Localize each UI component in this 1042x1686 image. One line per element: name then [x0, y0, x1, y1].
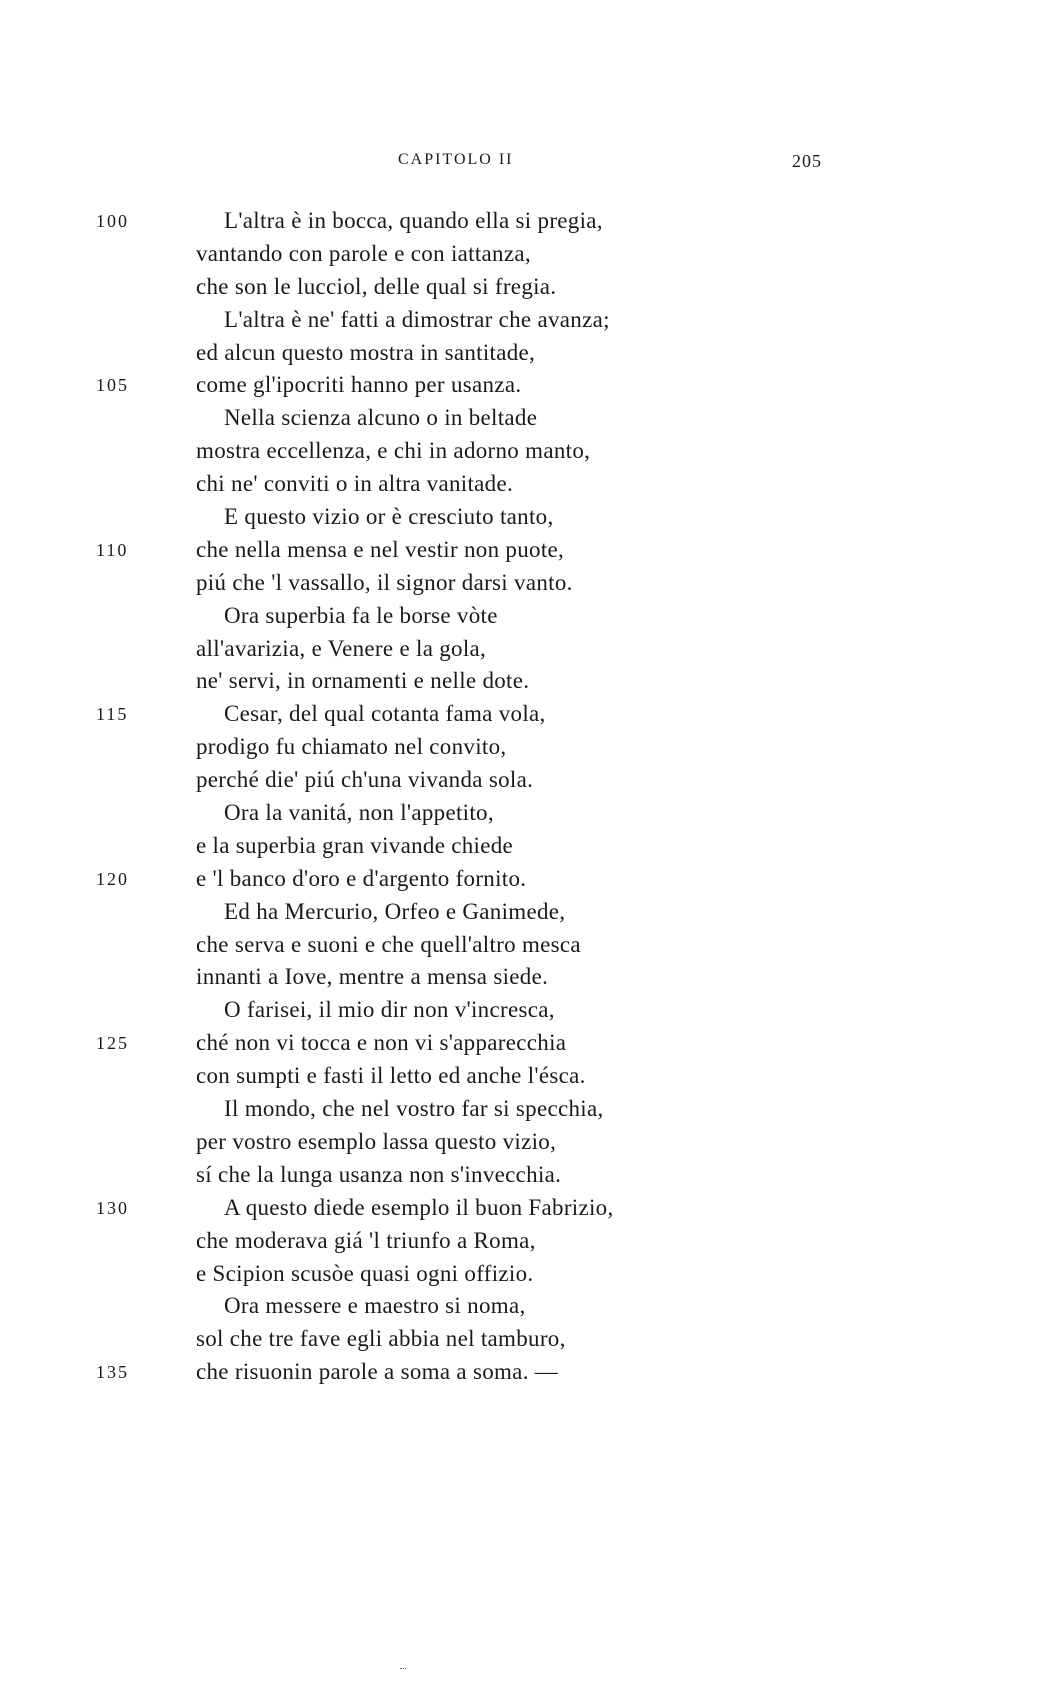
verse-line [0, 402, 1042, 435]
verse-line [0, 304, 1042, 337]
verse-line [0, 369, 1042, 402]
verse-line [0, 1225, 1042, 1258]
verse-text: Ora la vanitá, non l'appetito, [224, 800, 494, 826]
verse-text: Ora superbia fa le borse vòte [224, 602, 498, 628]
verse-line [0, 501, 1042, 534]
verse-text: mostra eccellenza, e chi in adorno manto, [196, 438, 591, 464]
verse-line [0, 534, 1042, 567]
verse-text: sí che la lunga usanza non s'invecchia. [196, 1161, 562, 1187]
verse-line [0, 961, 1042, 994]
line-number: 120 [96, 868, 129, 889]
verse-text: piú che 'l vassallo, il signor darsi vanto. [196, 569, 573, 595]
verse-text: Ed ha Mercurio, Orfeo e Ganimede, [224, 898, 566, 924]
verse-line [0, 929, 1042, 962]
verse-text: Ora messere e maestro si noma, [224, 1293, 526, 1319]
verse-text: che nella mensa e nel vestir non puote, [196, 536, 565, 562]
verse-line [0, 994, 1042, 1027]
verse-line [0, 1027, 1042, 1060]
verse-line [0, 205, 1042, 238]
verse-line [0, 764, 1042, 797]
verse-text: e Scipion scusòe quasi ogni offizio. [196, 1260, 534, 1286]
line-number: 130 [96, 1197, 129, 1218]
verse-text: all'avarizia, e Venere e la gola, [196, 635, 487, 661]
poem-text [0, 205, 1042, 1389]
verse-line [0, 1192, 1042, 1225]
verse-text: ché non vi tocca e non vi s'apparecchia [196, 1030, 567, 1056]
verse-text: che son le lucciol, delle qual si fregia. [196, 273, 557, 299]
verse-text: e la superbia gran vivande chiede [196, 832, 514, 858]
verse-line [0, 731, 1042, 764]
verse-line [0, 468, 1042, 501]
chapter-title: CAPITOLO II [398, 151, 514, 168]
verse-text: ed alcun questo mostra in santitade, [196, 339, 536, 365]
verse-line [0, 633, 1042, 666]
verse-text: Nella scienza alcuno o in beltade [224, 405, 538, 431]
verse-text: che serva e suoni e che quell'altro mesca [196, 931, 581, 957]
verse-text: L'altra è in bocca, quando ella si pregia, [224, 208, 603, 233]
verse-line [0, 600, 1042, 633]
verse-text: prodigo fu chiamato nel convito, [196, 734, 507, 760]
verse-text: Il mondo, che nel vostro far si specchia, [224, 1096, 604, 1122]
verse-line [0, 238, 1042, 271]
verse-text: chi ne' conviti o in altra vanitade. [196, 471, 514, 497]
verse-line [0, 896, 1042, 929]
line-number: 110 [96, 539, 129, 560]
verse-text: L'altra è ne' fatti a dimostrar che avanza; [224, 306, 610, 332]
running-head [0, 151, 1042, 175]
verse-text: A questo diede esemplo il buon Fabrizio, [224, 1194, 614, 1220]
line-number: 105 [96, 375, 129, 396]
verse-line [0, 1290, 1042, 1323]
verse-text: ne' servi, in ornamenti e nelle dote. [196, 668, 530, 694]
verse-line [0, 1323, 1042, 1356]
verse-line [0, 1356, 1042, 1389]
verse-line [0, 567, 1042, 600]
line-number: 135 [96, 1362, 129, 1383]
verse-text: Cesar, del qual cotanta fama vola, [224, 701, 546, 727]
verse-line [0, 698, 1042, 731]
verse-line [0, 1126, 1042, 1159]
verse-text: sol che tre fave egli abbia nel tamburo, [196, 1326, 566, 1352]
verse-text: O farisei, il mio dir non v'incresca, [224, 997, 555, 1023]
line-number: 125 [96, 1033, 129, 1054]
verse-line [0, 797, 1042, 830]
verse-line [0, 1159, 1042, 1192]
verse-line [0, 665, 1042, 698]
verse-line [0, 337, 1042, 370]
verse-line [0, 1093, 1042, 1126]
page-number: 205 [792, 151, 822, 171]
verse-line [0, 271, 1042, 304]
signature-mark [400, 1668, 406, 1672]
verse-text: vantando con parole e con iattanza, [196, 240, 531, 266]
line-number: 115 [96, 704, 129, 725]
verse-line [0, 435, 1042, 468]
verse-line [0, 830, 1042, 863]
verse-text: E questo vizio or è cresciuto tanto, [224, 504, 554, 530]
verse-line [0, 1060, 1042, 1093]
verse-text: che risuonin parole a soma a soma. — [196, 1359, 559, 1385]
line-number: 100 [96, 211, 129, 231]
verse-text: innanti a Iove, mentre a mensa siede. [196, 964, 549, 990]
verse-text: perché die' piú ch'una vivanda sola. [196, 767, 534, 793]
verse-text: come gl'ipocriti hanno per usanza. [196, 372, 522, 398]
verse-text: con sumpti e fasti il letto ed anche l'ésca. [196, 1063, 586, 1089]
verse-line [0, 863, 1042, 896]
verse-text: e 'l banco d'oro e d'argento fornito. [196, 865, 527, 891]
verse-line [0, 1258, 1042, 1291]
verse-text: per vostro esemplo lassa questo vizio, [196, 1128, 557, 1154]
verse-text: che moderava giá 'l triunfo a Roma, [196, 1227, 536, 1253]
